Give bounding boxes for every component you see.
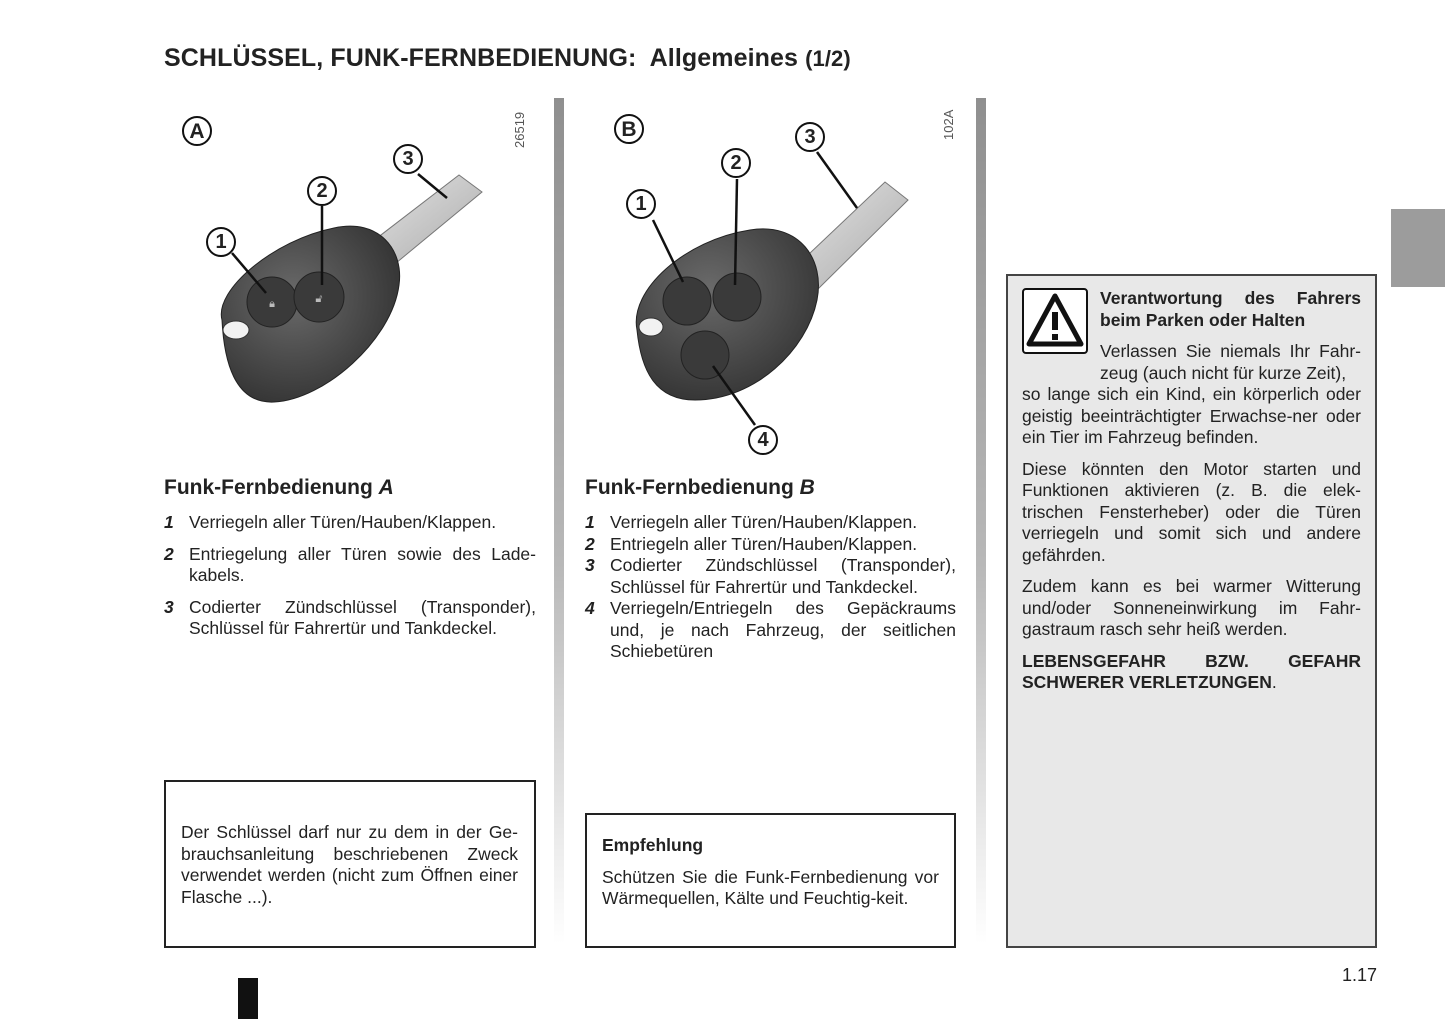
section-b-heading: Funk-Fernbedienung B [585, 476, 815, 499]
warning-p4: LEBENSGEFAHR BZW. GEFAHR SCHWERER VERLETZUNGEN. [1022, 650, 1361, 692]
svg-text:🔒︎: 🔒︎ [269, 297, 275, 310]
callout-b-1: 1 [626, 189, 656, 219]
list-item: 1 Verriegeln aller Türen/Hauben/Klappen. [164, 512, 497, 532]
callout-b-3: 3 [795, 122, 825, 152]
chapter-thumb-tab [1391, 209, 1445, 287]
recommendation-text: Schützen Sie die Funk-Fernbedienung vor Wärmequellen, Kälte und Feuchtig-keit. [602, 866, 939, 908]
section-a-heading: Funk-Fernbedienung A [164, 476, 394, 499]
note-box-a [164, 780, 536, 948]
warning-p3: Zudem kann es bei warmer Witterung und/oder Sonneneinwirkung im Fahr-gastraum rasch sehr heiß werden. [1022, 576, 1361, 639]
title-page-indicator: (1/2) [805, 46, 851, 71]
warning-title: Verantwortung des Fahrers beim Parken oder Halten [1100, 288, 1361, 330]
section-a [164, 476, 536, 640]
callout-a-1: 1 [206, 227, 236, 257]
list-item: 3 Codierter Zündschlüssel (Transponder), Schlüssel für Fahrertür und Tankdeckel. [164, 596, 536, 638]
figure-b-code: 102A [941, 109, 956, 140]
callout-a-2: 2 [307, 176, 337, 206]
warning-p2: Diese könnten den Motor starten und Funktionen aktivieren (z. B. die elek-trischen Fensterheber) oder die Türen verriegeln und somit sich und andere gefährden. [1022, 458, 1361, 565]
figure-a [164, 100, 539, 420]
title-main: SCHLÜSSEL, FUNK-FERNBEDIENUNG: [164, 44, 637, 72]
callout-b-4: 4 [748, 425, 778, 455]
warning-header [1022, 288, 1361, 384]
list-item: 2 Entriegelung aller Türen sowie des Lade-kabels. [164, 543, 536, 585]
note-text: Der Schlüssel darf nur zu dem in der Ge-brauchsanleitung beschriebenen Zweck verwendet werden (nicht zum Öffnen einer Flasche ...). [181, 822, 518, 907]
figure-a-letter: A [182, 116, 212, 146]
list-item: 3 Codierter Zündschlüssel (Transponder), Schlüssel für Fahrertür und Tankdeckel. [585, 555, 956, 597]
section-a-list [164, 512, 536, 640]
page-title [164, 44, 851, 73]
edge-marker [238, 978, 258, 1019]
title-sub: Allgemeines [649, 44, 799, 72]
key-remote-b-illustration [585, 100, 960, 460]
callout-a-3: 3 [393, 144, 423, 174]
figure-b-letter: B [614, 114, 644, 144]
list-item: 2 Entriegeln aller Türen/Hauben/Klappen. [585, 533, 918, 554]
list-item: 1 Verriegeln aller Türen/Hauben/Klappen. [585, 512, 918, 532]
warning-p1-a: Verlassen Sie niemals Ihr Fahr-zeug (auch nicht für kurze Zeit), [1100, 341, 1361, 383]
key-remote-a-illustration [164, 100, 539, 420]
recommendation-box [585, 813, 956, 948]
column-divider-left [554, 98, 564, 944]
warning-p1-b: so lange sich ein Kind, ein körperlich oder geistig beeinträchtigter Erwachse-ner oder ein Tier im Fahrzeug befinden. [1022, 384, 1361, 447]
page-number: 1.17 [1341, 965, 1377, 985]
column-divider-right [976, 98, 986, 944]
recommendation-title: Empfehlung [602, 835, 704, 855]
warning-box [1006, 274, 1377, 948]
list-item: 4 Verriegeln/Entriegeln des Gepäckraums und, je nach Fahrzeug, der seitlichen Schiebetüren [585, 598, 956, 661]
figure-a-code: 26519 [512, 111, 527, 148]
section-b-list [585, 512, 956, 663]
callout-b-2: 2 [721, 148, 751, 178]
section-b [585, 476, 956, 663]
svg-text:🔓︎: 🔓︎ [315, 292, 323, 305]
warning-triangle-icon [1022, 288, 1088, 354]
figure-b [585, 100, 960, 460]
